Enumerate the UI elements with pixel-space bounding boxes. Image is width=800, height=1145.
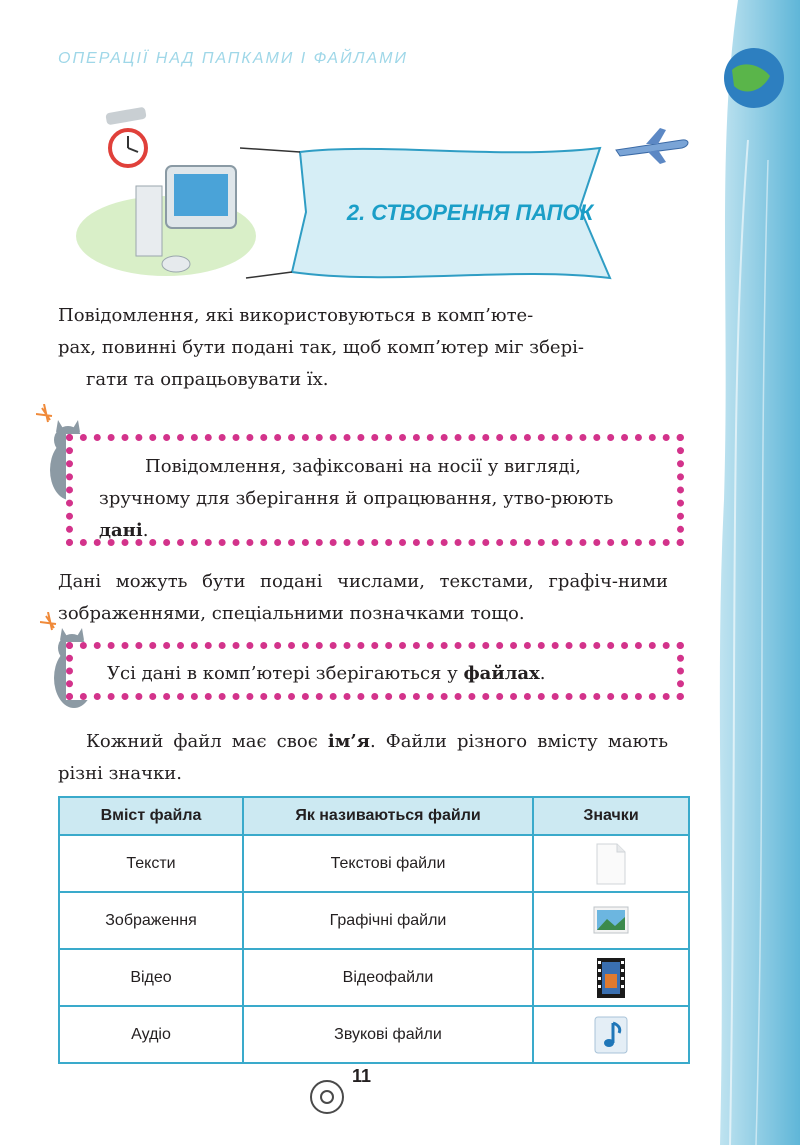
- computer-clipart: [66, 96, 266, 286]
- table-row: [59, 949, 689, 1006]
- content-cell: Тексти: [59, 835, 243, 892]
- icon-cell: [533, 949, 689, 1006]
- data-forms-paragraph: Дані можуть бути подані числами, текстами, графіч-ними зображеннями, спеціальними позначками тощо.: [58, 571, 668, 624]
- definition-box-data: [66, 434, 684, 546]
- image-file-icon: [593, 899, 629, 943]
- decorative-side-strip: [708, 0, 800, 1145]
- icon-cell: [533, 835, 689, 892]
- definition-term: файлах: [463, 663, 540, 684]
- definition-text: Повідомлення, зафіксовані на носії у вигляді, зручному для зберігання й опрацювання, утво-рюють: [99, 456, 614, 509]
- audio-file-icon: [593, 1013, 629, 1057]
- name-cell: Звукові файли: [243, 1006, 533, 1063]
- name-cell: Графічні файли: [243, 892, 533, 949]
- column-header: Значки: [533, 797, 689, 835]
- page-number: 11: [352, 1066, 372, 1086]
- intro-line-1: Повідомлення, які використовуються в комп’юте-: [58, 305, 534, 326]
- definition-text: Усі дані в комп’ютері зберігаються у: [107, 663, 464, 684]
- running-header: ОПЕРАЦІЇ НАД ПАПКАМИ І ФАЙЛАМИ: [58, 50, 408, 67]
- content-cell: Аудіо: [59, 1006, 243, 1063]
- definition-term: дані: [99, 520, 143, 541]
- definition-end: .: [142, 520, 149, 541]
- icon-cell: [533, 892, 689, 949]
- paragraph-text: Кожний файл має своє: [86, 731, 328, 752]
- intro-line-2: рах, повинні бути подані так, щоб комп’ютер міг збері-: [58, 337, 584, 358]
- icon-cell: [533, 1006, 689, 1063]
- airplane-clipart: [612, 124, 692, 168]
- paragraph-term: ім’я: [327, 731, 370, 752]
- name-cell: Відеофайли: [243, 949, 533, 1006]
- table-row: [59, 1006, 689, 1063]
- content-cell: Зображення: [59, 892, 243, 949]
- table-header-row: [59, 797, 689, 835]
- intro-line-3: гати та опрацьовувати їх.: [86, 369, 329, 390]
- table-row: [59, 892, 689, 949]
- file-types-table: [58, 796, 690, 1064]
- file-name-paragraph: [58, 726, 668, 790]
- table-row: [59, 835, 689, 892]
- paragraph-end: . Файли різного вмісту мають різні значки.: [58, 731, 669, 784]
- name-cell: Текстові файли: [243, 835, 533, 892]
- definition-end: .: [539, 663, 546, 684]
- video-file-icon: [593, 956, 629, 1000]
- definition-box-files: [66, 642, 684, 700]
- text-file-icon: [593, 842, 629, 886]
- content-cell: Відео: [59, 949, 243, 1006]
- column-header: Вміст файла: [59, 797, 243, 835]
- intro-paragraph: [58, 300, 668, 396]
- section-title: 2. СТВОРЕННЯ ПАПОК: [346, 200, 594, 225]
- at-sign-icon: [308, 1078, 346, 1116]
- column-header: Як називаються файли: [243, 797, 533, 835]
